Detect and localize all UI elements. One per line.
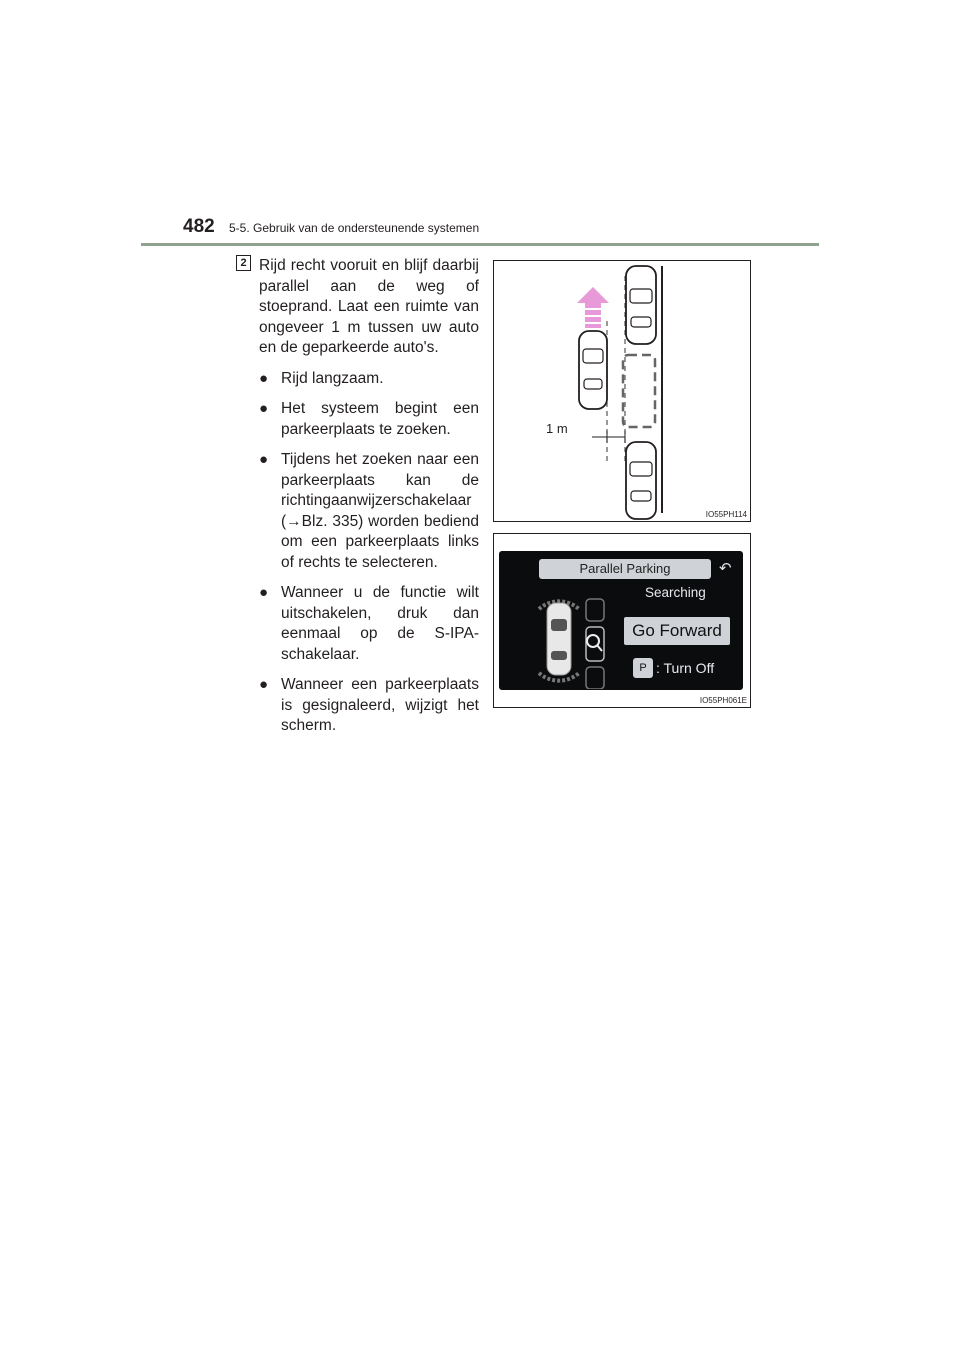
bullet-item: ● Wanneer een parkeerplaats is gesignaleerd, wijzigt het scherm. [259, 675, 479, 737]
go-forward-indicator: Go Forward [624, 617, 730, 645]
vehicle-sensor-icon [529, 589, 615, 689]
header-divider [141, 243, 819, 246]
parked-car-icon [626, 442, 656, 519]
page-number: 482 [183, 216, 215, 237]
bullet-item: ● Rijd langzaam. [259, 369, 479, 390]
forward-arrow-icon [577, 287, 609, 328]
moving-car-icon [579, 331, 607, 409]
bullet-item: ● Wanneer u de functie wilt uitschakelen, druk dan eenmaal op de S-IPA-schakelaar. [259, 583, 479, 665]
step-text [259, 256, 479, 747]
section-title: 5-5. Gebruik van de ondersteunende systemen [229, 221, 480, 235]
figure-code: IO55PH061E [699, 696, 747, 705]
distance-label: 1 m [546, 421, 568, 436]
bullet-item: ● Tijdens het zoeken naar een parkeerplaats kan de richtingaanwijzerschakelaar (→Blz. 335) worden bediend om een parkeerplaats links of rechts te selecteren. [259, 450, 479, 573]
step-intro: Rijd recht vooruit en blijf daarbij parallel aan de weg of stoeprand. Laat een ruimte van ongeveer 1 m tussen uw auto en de geparkeerde auto's. [259, 257, 479, 356]
back-icon: ↶ [719, 560, 732, 577]
parking-diagram-figure [493, 260, 751, 522]
figure-code: IO55PH114 [705, 510, 747, 519]
parked-car-icon [626, 266, 656, 344]
parking-display-screen [499, 551, 743, 690]
turn-off-label: : Turn Off [656, 660, 715, 676]
display-screen-figure [493, 533, 751, 708]
screen-title: Parallel Parking [539, 559, 711, 579]
search-status: Searching [645, 585, 706, 600]
step-number-badge: 2 [236, 255, 251, 271]
parking-diagram [494, 261, 750, 521]
parking-switch-icon: P [633, 658, 653, 678]
bullet-list [259, 369, 479, 737]
bullet-item: ● Het systeem begint een parkeerplaats te zoeken. [259, 399, 479, 440]
